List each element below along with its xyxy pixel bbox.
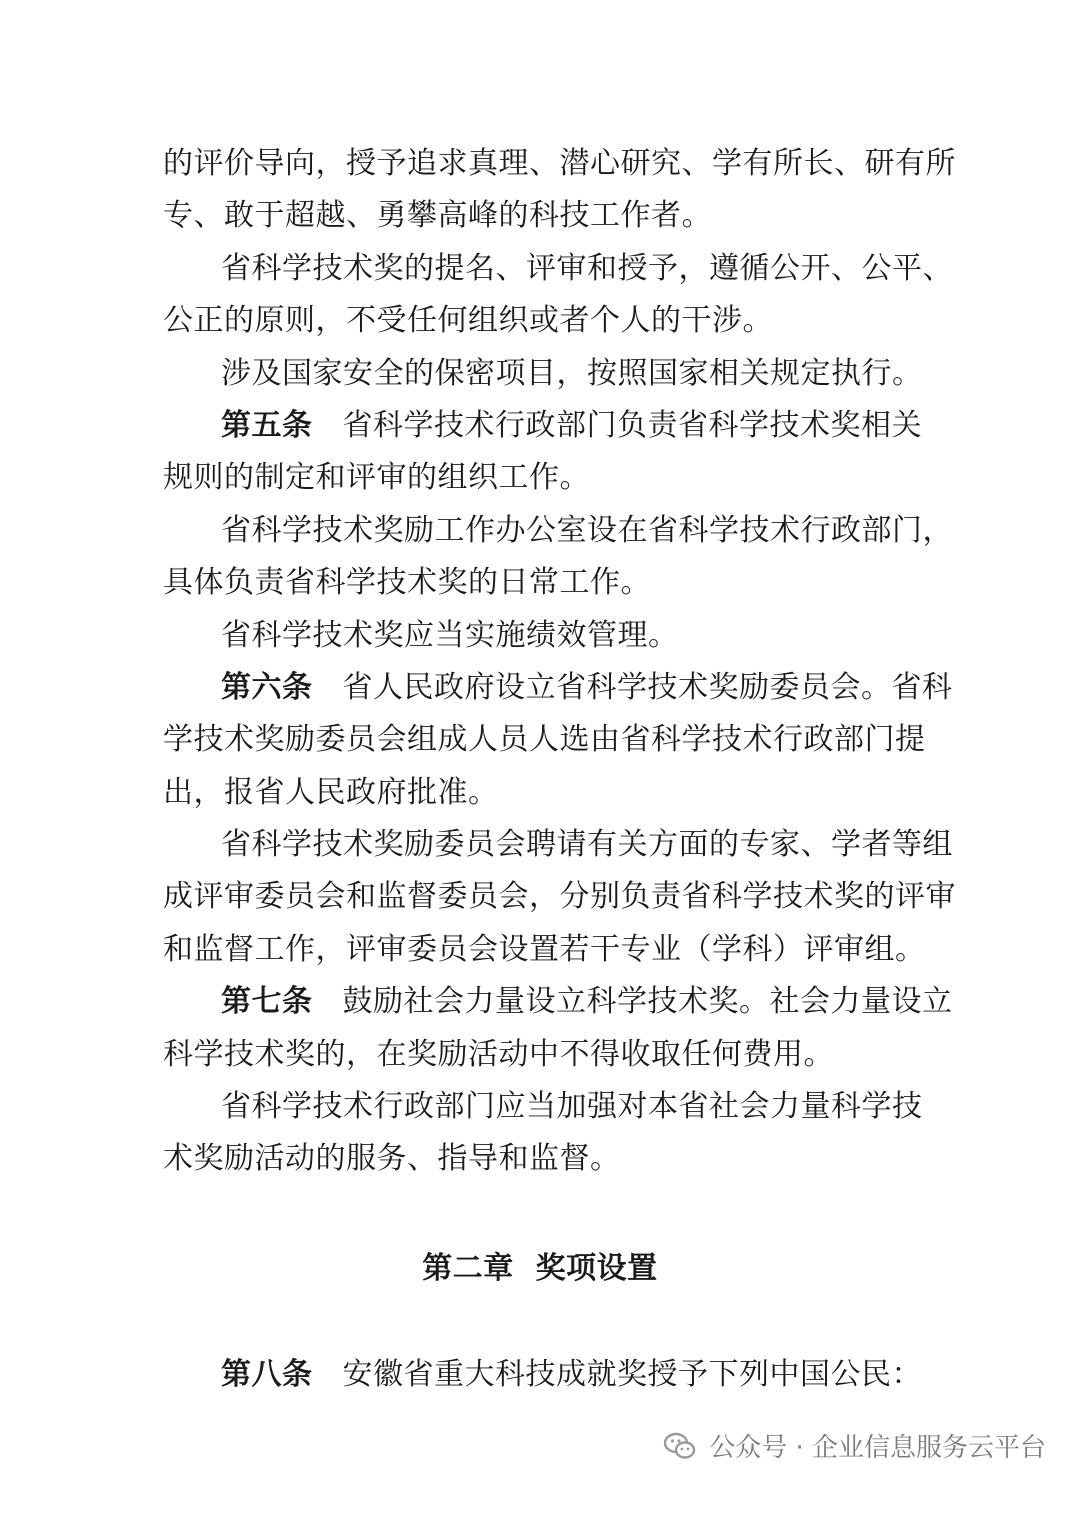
watermark-text: 公众号 · 企业信息服务云平台 <box>709 1433 1046 1463</box>
paragraph-line: 省科学技术行政部门应当加强对本省社会力量科学技 <box>221 1089 923 1125</box>
article-8-line <box>221 1349 922 1401</box>
paragraph-line: 省科学技术奖应当实施绩效管理。 <box>221 617 679 653</box>
paragraph-line: 成评审委员会和监督委员会，分别负责省科学技术奖的评审 <box>163 879 956 915</box>
paragraph-line: 具体负责省科学技术奖的日常工作。 <box>163 565 651 601</box>
article-label: 第七条 <box>221 984 313 1020</box>
paragraph-line: 的评价导向，授予追求真理、潜心研究、学有所长、研有所 <box>163 146 956 181</box>
paragraph-line: 规则的制定和评审的组织工作。 <box>163 460 590 496</box>
chapter-heading: 第二章 奖项设置 <box>422 1251 658 1286</box>
article-text: 省科学技术行政部门负责省科学技术奖相关 <box>342 407 922 443</box>
paragraph-line: 科学技术奖的，在奖励活动中不得收取任何费用。 <box>163 1036 834 1072</box>
watermark <box>663 1427 1046 1464</box>
paragraph-line: 专、敢于超越、勇攀高峰的科技工作者。 <box>163 198 712 234</box>
paragraph-line: 省科学技术奖的提名、评审和授予，遵循公开、公平、 <box>221 250 953 286</box>
article-label: 第八条 <box>221 1357 313 1392</box>
article-label: 第六条 <box>221 669 313 705</box>
article-5-line <box>163 400 922 452</box>
article-7-line <box>163 976 953 1028</box>
article-text: 鼓励社会力量设立科学技术奖。社会力量设立 <box>342 984 953 1020</box>
article-text: 省人民政府设立省科学技术奖励委员会。省科 <box>342 669 953 705</box>
article-text: 安徽省重大科技成就奖授予下列中国公民： <box>342 1357 922 1392</box>
paragraph-line: 出，报省人民政府批准。 <box>163 774 499 810</box>
paragraph-line: 公正的原则，不受任何组织或者个人的干涉。 <box>163 303 773 339</box>
paragraph-line: 省科学技术奖励工作办公室设在省科学技术行政部门， <box>221 512 953 548</box>
paragraph-line: 和监督工作，评审委员会设置若干专业（学科）评审组。 <box>163 931 926 967</box>
wechat-icon <box>663 1429 697 1463</box>
paragraph-line: 涉及国家安全的保密项目，按照国家相关规定执行。 <box>221 355 923 391</box>
paragraph-line: 省科学技术奖励委员会聘请有关方面的专家、学者等组 <box>221 827 953 863</box>
paragraph-line: 术奖励活动的服务、指导和监督。 <box>163 1141 621 1177</box>
paragraph-line: 学技术奖励委员会组成人员人选由省科学技术行政部门提 <box>163 722 926 758</box>
article-label: 第五条 <box>221 407 313 443</box>
document-body <box>163 138 956 1186</box>
article-6-line <box>163 662 953 714</box>
